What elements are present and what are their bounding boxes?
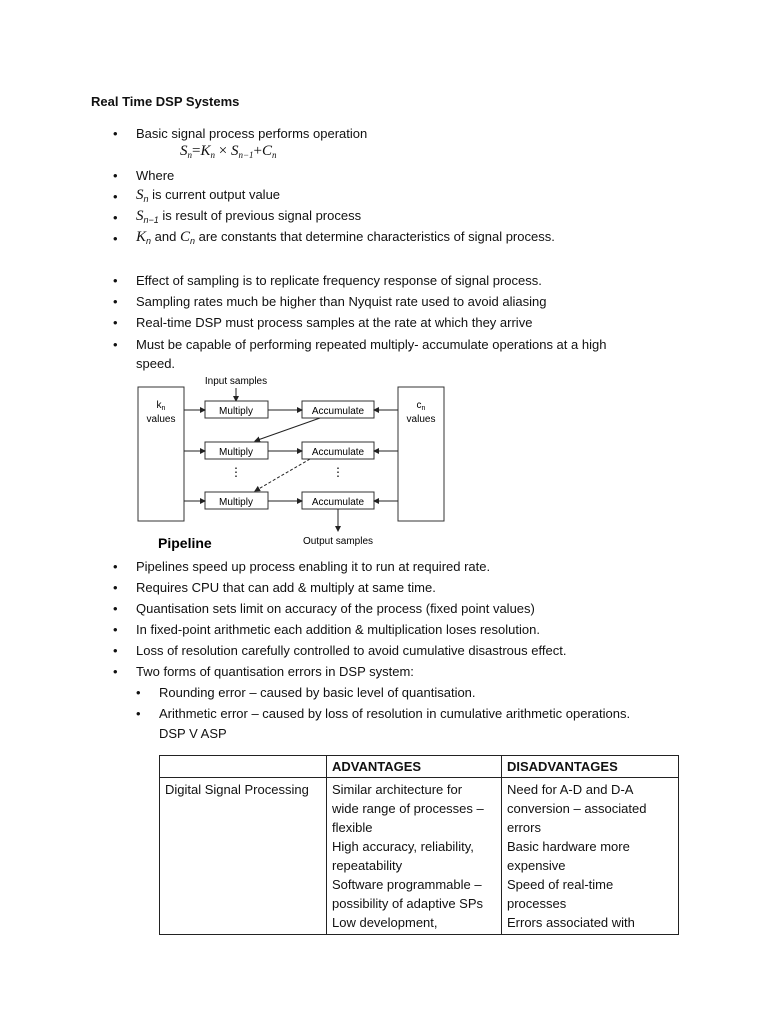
math-subscript: n−1 xyxy=(143,215,159,225)
bullet-text: Real-time DSP must process samples at the rate at which they arrive xyxy=(136,315,533,330)
math-symbol: S xyxy=(136,208,144,224)
math-symbol: K xyxy=(136,229,147,245)
table-row xyxy=(160,778,679,935)
bullet-text-body: and xyxy=(151,229,180,244)
bullet-text: Basic signal process performs operation xyxy=(136,126,368,141)
bullet-text xyxy=(136,187,280,207)
multiply-label-1: Multiply xyxy=(219,406,253,417)
formula-symbol: C xyxy=(262,143,273,159)
cell-line: processes xyxy=(507,896,567,911)
table-header-row xyxy=(160,756,679,778)
bullet-text: Must be capable of performing repeated multiply- accumulate operations at a high xyxy=(136,337,607,352)
bullet-text-body: is result of previous signal process xyxy=(158,208,362,223)
formula-subscript: n−1 xyxy=(238,150,254,160)
k-values-text: values xyxy=(146,414,176,425)
cell-line: flexible xyxy=(332,820,373,835)
bullet-text: In fixed-point arithmetic each addition & multiplication loses resolution. xyxy=(136,622,540,637)
cell-line: conversion – associated xyxy=(507,801,647,816)
cell-line: possibility of adaptive SPs xyxy=(332,896,484,911)
table-header-cell: DISADVANTAGES xyxy=(502,756,679,778)
formula-subscript: n xyxy=(272,150,277,160)
cell-line: High accuracy, reliability, xyxy=(332,839,474,854)
bullet-dot: • xyxy=(113,189,118,204)
bullet-dot: • xyxy=(113,231,118,246)
bullet-dot: • xyxy=(113,126,118,141)
sub-bullet-dot: • xyxy=(136,685,141,700)
cell-line: Speed of real-time xyxy=(507,877,614,892)
math-subscript: n xyxy=(189,236,195,246)
formula-subscript: n xyxy=(187,150,192,160)
ellipsis-multiply: ⋮ xyxy=(230,465,242,479)
bullet-dot: • xyxy=(113,559,118,574)
k-label: $k_n$ xyxy=(156,400,166,412)
formula-subscript: n xyxy=(210,150,215,160)
bullet-text: Requires CPU that can add & multiply at same time. xyxy=(136,580,436,595)
cell-line: Basic hardware more xyxy=(507,839,630,854)
multiply-label-3: Multiply xyxy=(219,497,253,508)
c-label: $c_n$ xyxy=(416,400,426,412)
input-samples-label: Input samples xyxy=(204,376,268,387)
bullet-text xyxy=(136,229,555,249)
sub-bullet-text: Rounding error – caused by basic level of quantisation. xyxy=(159,685,476,700)
bullet-text: Sampling rates much be higher than Nyquist rate used to avoid aliasing xyxy=(136,294,547,309)
table-header-cell: ADVANTAGES xyxy=(327,756,502,778)
bullet-dot: • xyxy=(113,622,118,637)
c-values-text: values xyxy=(406,414,436,425)
math-subscript: n xyxy=(143,194,149,204)
bullet-text-body: are constants that determine characteristics of signal process. xyxy=(194,229,555,244)
bullet-text: Where xyxy=(136,168,175,183)
multiply-label-2: Multiply xyxy=(219,447,253,458)
bullet-text: Effect of sampling is to replicate frequency response of signal process. xyxy=(136,273,542,288)
bullet-dot: • xyxy=(113,273,118,288)
cell-line: Software programmable – xyxy=(332,877,482,892)
formula-operator: × xyxy=(218,143,228,159)
table-row-label: Digital Signal Processing xyxy=(160,778,327,935)
bullet-text-body: is current output value xyxy=(148,187,281,202)
advantages-cell xyxy=(327,778,502,935)
cell-line: repeatability xyxy=(332,858,403,873)
bullet-text: Pipelines speed up process enabling it to run at required rate. xyxy=(136,559,491,574)
bullet-dot: • xyxy=(113,315,118,330)
ellipsis-accumulate: ⋮ xyxy=(332,465,344,479)
bullet-dot: • xyxy=(113,337,118,352)
sub-bullet-dot: • xyxy=(136,706,141,721)
cell-line: wide range of processes – xyxy=(332,801,484,816)
cell-line: errors xyxy=(507,820,541,835)
math-symbol: S xyxy=(136,187,144,203)
formula-operator: + xyxy=(253,143,262,159)
bullet-dot: • xyxy=(113,168,118,183)
output-samples-label: Output samples xyxy=(302,536,374,547)
cell-line: Low development, xyxy=(332,915,438,930)
bullet-text: Two forms of quantisation errors in DSP system: xyxy=(136,664,414,679)
formula-symbol: S xyxy=(180,143,188,159)
bullet-dot: • xyxy=(113,580,118,595)
math-subscript: n xyxy=(146,236,152,246)
pipeline-diagram xyxy=(130,370,460,552)
accumulate-label-2: Accumulate xyxy=(311,447,365,458)
bullet-text: Quantisation sets limit on accuracy of the process (fixed point values) xyxy=(136,601,535,616)
bullet-text: Loss of resolution carefully controlled to avoid cumulative disastrous effect. xyxy=(136,643,567,658)
bullet-text-continued: speed. xyxy=(136,356,176,371)
accumulate-label-1: Accumulate xyxy=(311,406,365,417)
cell-line: Similar architecture for xyxy=(332,782,463,797)
page-title: Real Time DSP Systems xyxy=(91,94,240,109)
bullet-dot: • xyxy=(113,601,118,616)
math-symbol: C xyxy=(179,229,190,245)
formula-operator: = xyxy=(192,143,201,159)
formula-symbol: S xyxy=(230,143,239,159)
pipeline-caption: Pipeline xyxy=(158,535,212,551)
bullet-text xyxy=(136,208,361,228)
cell-line: Need for A-D and D-A xyxy=(507,782,634,797)
cell-line: Errors associated with xyxy=(507,915,635,930)
comparison-table xyxy=(159,755,679,935)
diag-arrow-2 xyxy=(255,459,310,491)
cell-line: expensive xyxy=(507,858,566,873)
diag-arrow-1 xyxy=(255,418,320,441)
formula xyxy=(180,143,277,160)
table-header-cell xyxy=(160,756,327,778)
bullet-dot: • xyxy=(113,643,118,658)
dsp-v-asp-heading: DSP V ASP xyxy=(159,726,227,741)
sub-bullet-text: Arithmetic error – caused by loss of resolution in cumulative arithmetic operations. xyxy=(159,706,631,721)
bullet-dot: • xyxy=(113,664,118,679)
bullet-dot: • xyxy=(113,294,118,309)
disadvantages-cell xyxy=(502,778,679,935)
formula-symbol: K xyxy=(200,143,211,159)
bullet-dot: • xyxy=(113,210,118,225)
accumulate-label-3: Accumulate xyxy=(311,497,365,508)
